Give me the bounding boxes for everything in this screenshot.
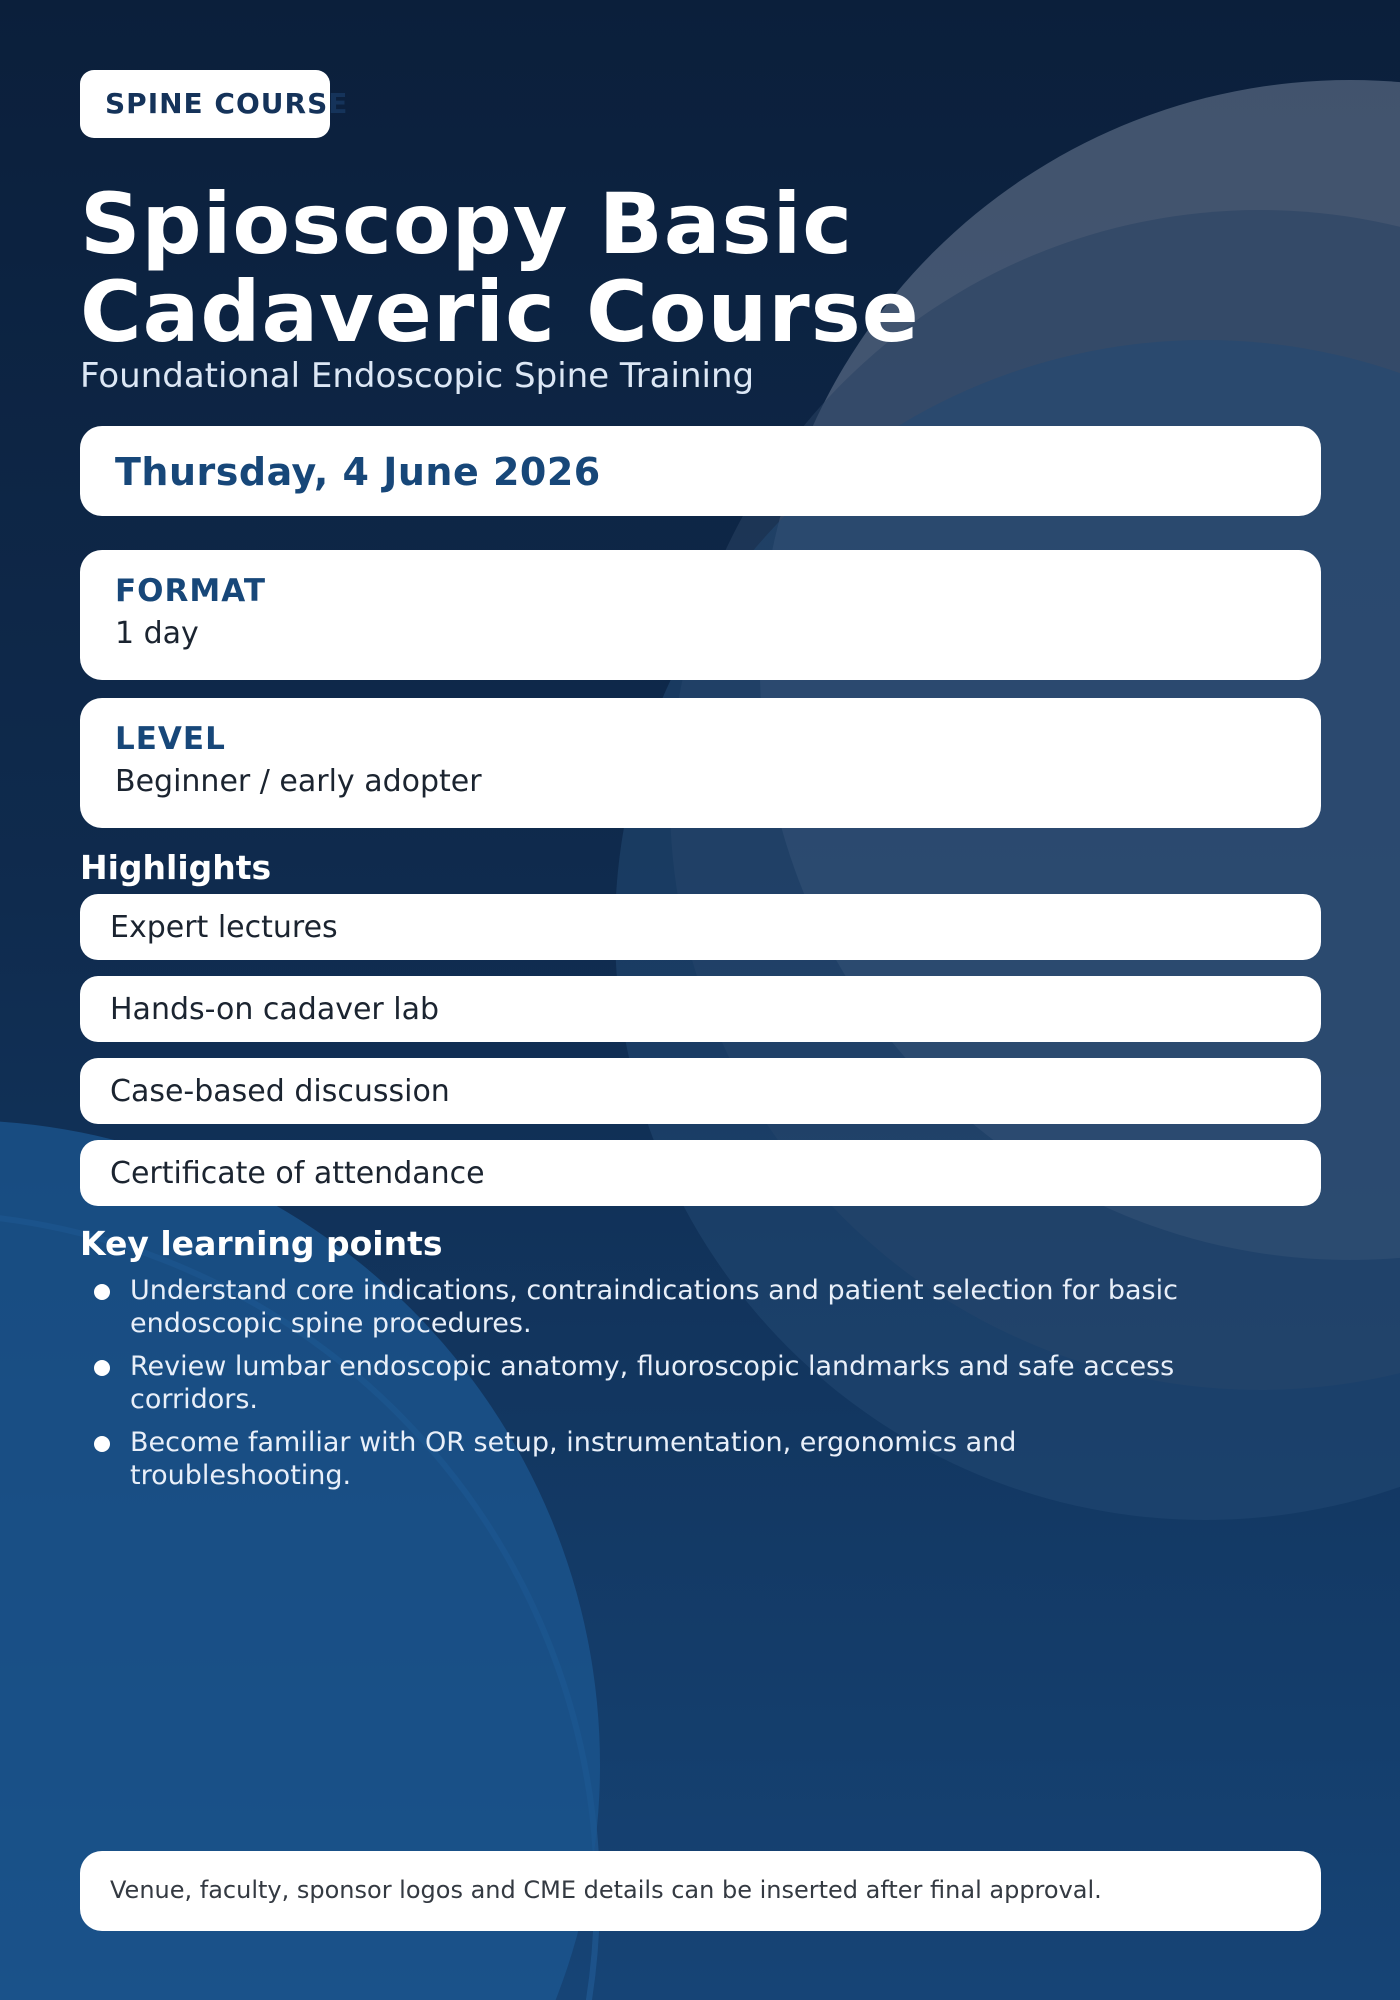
- learning-point: [80, 1350, 1230, 1416]
- learning-point-text: Understand core indications, contraindications and patient selection for basic endoscopic spine procedures.: [130, 1275, 1178, 1339]
- level-value: Beginner / early adopter: [115, 764, 482, 799]
- level-label: LEVEL: [115, 721, 226, 757]
- learning-points-list: [80, 1274, 1321, 1492]
- learning-points-heading: Key learning points: [80, 1224, 443, 1263]
- bullet-dot-icon: [94, 1360, 110, 1376]
- highlight-item: Certificate of attendance: [80, 1140, 1321, 1206]
- highlight-item: Case-based discussion: [80, 1058, 1321, 1124]
- bullet-dot-icon: [94, 1436, 110, 1452]
- course-type-tag: SPINE COURSE: [80, 70, 330, 138]
- learning-point-text: Become familiar with OR setup, instrumentation, ergonomics and troubleshooting.: [130, 1427, 1017, 1491]
- highlight-item: Hands-on cadaver lab: [80, 976, 1321, 1042]
- format-value: 1 day: [115, 616, 199, 651]
- highlights-list: [80, 894, 1321, 1206]
- format-card: [80, 550, 1321, 680]
- highlights-heading: Highlights: [80, 848, 272, 887]
- footer-note: Venue, faculty, sponsor logos and CME details can be inserted after final approval.: [80, 1851, 1321, 1931]
- learning-point: [80, 1426, 1230, 1492]
- course-title: Spioscopy Basic Cadaveric Course: [80, 175, 920, 361]
- highlight-item: Expert lectures: [80, 894, 1321, 960]
- course-date: Thursday, 4 June 2026: [80, 426, 1321, 516]
- poster-content: [80, 70, 1321, 1502]
- learning-point: [80, 1274, 1230, 1340]
- format-label: FORMAT: [115, 573, 266, 609]
- learning-point-text: Review lumbar endoscopic anatomy, fluoroscopic landmarks and safe access corridors.: [130, 1351, 1175, 1415]
- level-card: [80, 698, 1321, 828]
- course-subtitle: Foundational Endoscopic Spine Training: [80, 356, 755, 396]
- bullet-dot-icon: [94, 1284, 110, 1300]
